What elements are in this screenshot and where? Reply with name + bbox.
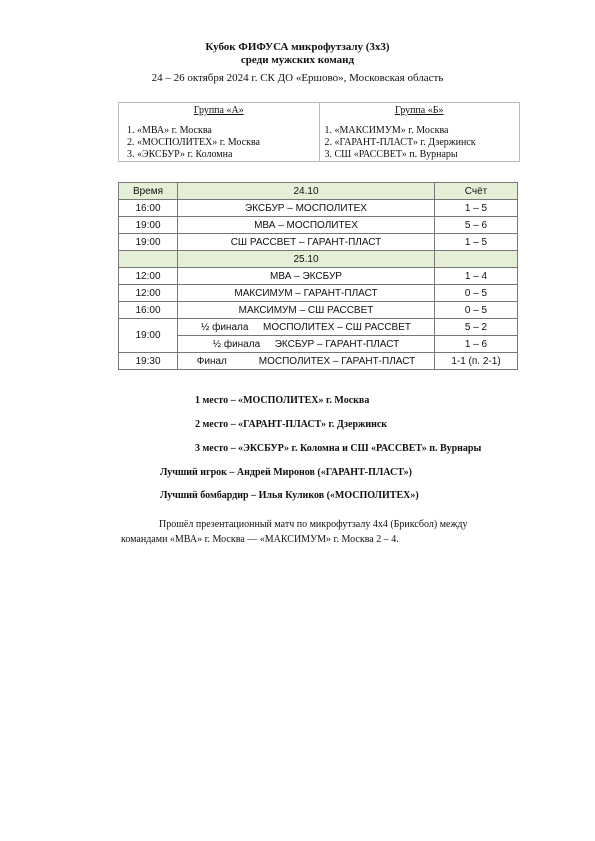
list-item: 2. «ГАРАНТ-ПЛАСТ» г. Дзержинск [324,137,476,148]
table-row [119,353,518,370]
cell-score: 1 – 5 [435,234,518,251]
cell-match: МВА – ЭКСБУР [178,268,435,285]
cell-score: 5 – 2 [435,319,518,336]
cell-teams: ЭКСБУР – ГАРАНТ-ПЛАСТ [274,338,400,350]
cell-match [178,353,435,370]
group-team-list [127,125,260,161]
list-item: 3. СШ «РАССВЕТ» п. Вурнары [324,149,458,160]
cell-stage: ½ финала [212,338,261,350]
cell-score: 0 – 5 [435,302,518,319]
groups-table [118,102,520,162]
cell-time: 19:00 [119,234,178,251]
list-item: 1. «МВА» г. Москва [127,125,212,136]
group-title: Группа «Б» [395,105,444,116]
list-item: 3. «ЭКСБУР» г. Коломна [127,149,233,160]
cell-score: 1-1 (п. 2-1) [435,353,518,370]
header-day-2: 25.10 [178,251,435,268]
note-line-1: Прошёл презентационный матч по микрофутзалу 4х4 (Бриксбол) между [159,519,468,530]
list-item: 1. «МАКСИМУМ» г. Москва [324,125,449,136]
cell-time: 19:30 [119,353,178,370]
cell-stage: Финал [196,355,227,367]
cell-score: 5 – 6 [435,217,518,234]
cell-time: 16:00 [119,200,178,217]
cell-time: 19:00 [119,319,178,353]
best-scorer: Лучший бомбардир – Илья Куликов («МОСПОЛИТЕХ») [160,490,419,501]
cell-teams: МОСПОЛИТЕХ – ГАРАНТ-ПЛАСТ [258,355,416,367]
header-day-1: 24.10 [178,183,435,200]
header-blank [119,251,178,268]
group-b [319,103,520,161]
header-score: Счёт [435,183,518,200]
place-3: 3 место – «ЭКСБУР» г. Коломна и СШ «РАССВЕТ» п. Вурнары [195,443,482,454]
table-row [119,336,518,353]
cell-time: 12:00 [119,268,178,285]
table-row [119,285,518,302]
place-1: 1 место – «МОСПОЛИТЕХ» г. Москва [195,395,370,406]
table-row [119,217,518,234]
cell-match: ЭКСБУР – МОСПОЛИТЕХ [178,200,435,217]
document-title [0,41,595,67]
cell-match [178,319,435,336]
place-2: 2 место – «ГАРАНТ-ПЛАСТ» г. Дзержинск [195,419,388,430]
table-row [119,268,518,285]
group-title: Группа «А» [193,105,244,116]
cell-match: СШ РАССВЕТ – ГАРАНТ-ПЛАСТ [178,234,435,251]
title-line-2: среди мужских команд [240,54,355,66]
cell-time: 16:00 [119,302,178,319]
header-blank [435,251,518,268]
cell-score: 0 – 5 [435,285,518,302]
cell-stage: ½ финала [200,321,249,333]
exhibition-match-note [121,517,551,547]
table-row [119,319,518,336]
cell-match [178,336,435,353]
cell-score: 1 – 5 [435,200,518,217]
table-row [119,302,518,319]
table-row [119,200,518,217]
cell-score: 1 – 4 [435,268,518,285]
best-player: Лучший игрок – Андрей Миронов («ГАРАНТ-ПЛАСТ») [160,467,412,478]
individual-awards [160,467,419,513]
table-header-row [119,183,518,200]
day-header-row [119,251,518,268]
group-team-list [325,125,476,161]
cell-score: 1 – 6 [435,336,518,353]
cell-teams: МОСПОЛИТЕХ – СШ РАССВЕТ [262,321,411,333]
cell-match: МАКСИМУМ – СШ РАССВЕТ [178,302,435,319]
group-a [119,103,319,161]
final-standings [195,395,481,467]
cell-time: 12:00 [119,285,178,302]
cell-match: МВА – МОСПОЛИТЕХ [178,217,435,234]
cell-match: МАКСИМУМ – ГАРАНТ-ПЛАСТ [178,285,435,302]
title-line-1: Кубок ФИФУСА микрофутзалу (3х3) [205,41,390,53]
cell-time: 19:00 [119,217,178,234]
header-time: Время [119,183,178,200]
dates-venue: 24 – 26 октября 2024 г. СК ДО «Ершово», Московская область [151,72,444,84]
list-item: 2. «МОСПОЛИТЕХ» г. Москва [127,137,260,148]
schedule-table [118,182,518,370]
note-line-2: командами «МВА» г. Москва — «МАКСИМУМ» г. Москва 2 – 4. [121,534,399,545]
table-row [119,234,518,251]
